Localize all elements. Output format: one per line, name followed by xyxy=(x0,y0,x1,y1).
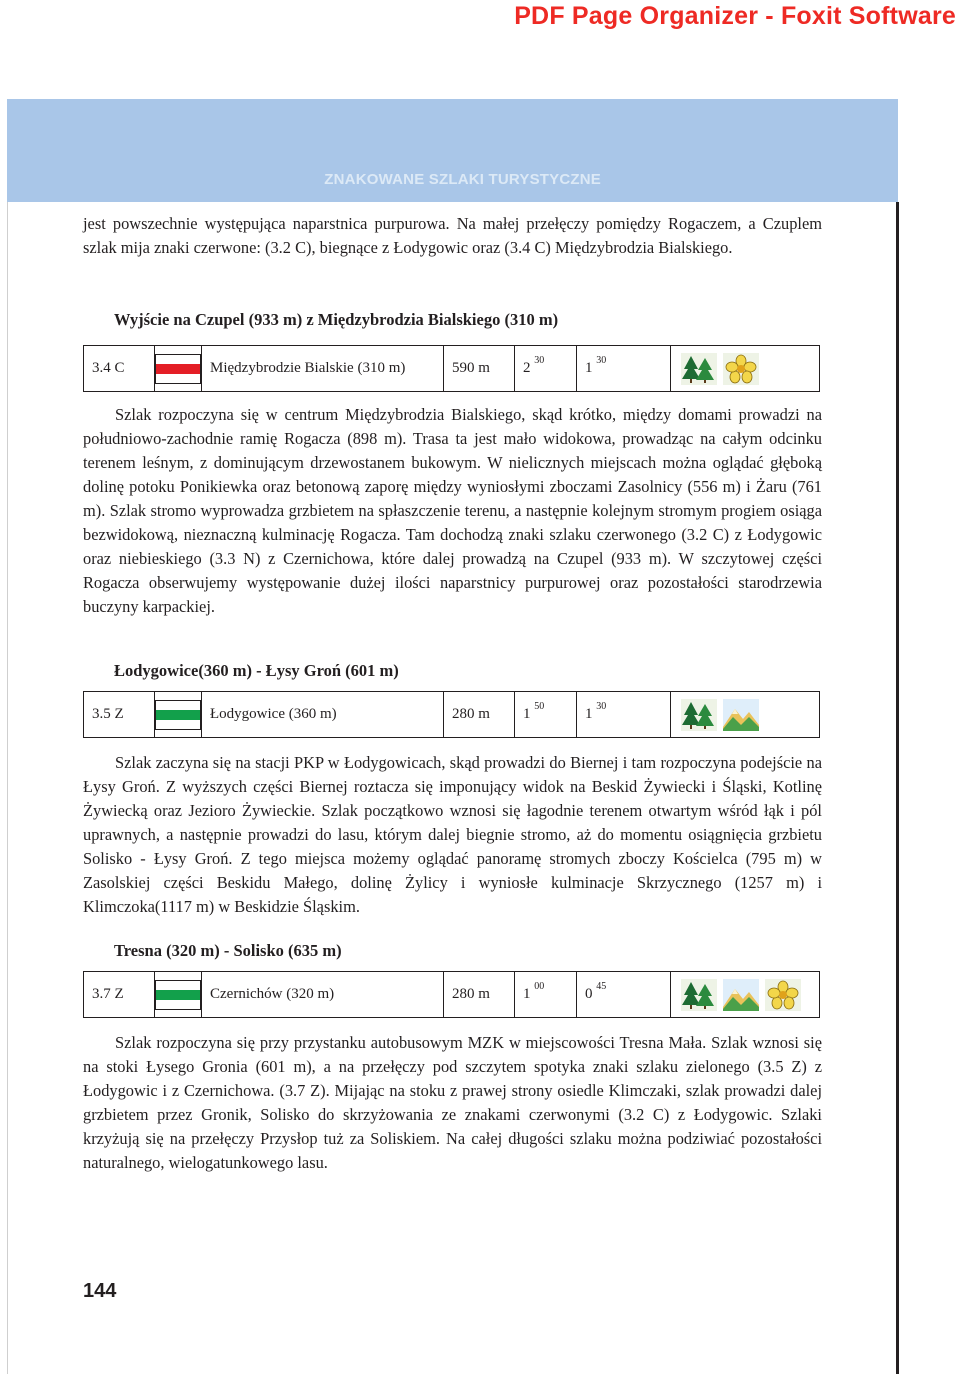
running-header-title: ZNAKOWANE SZLAKI TURYSTYCZNE xyxy=(324,171,601,188)
forest-icon xyxy=(681,699,717,731)
trail-time-up xyxy=(515,972,577,1018)
time-down-minutes: 45 xyxy=(596,981,607,992)
time-down-minutes: 30 xyxy=(596,701,607,712)
trail-row xyxy=(84,972,820,1018)
trail-marker xyxy=(155,700,201,730)
trail-row xyxy=(84,692,820,738)
trail-start: Międzybrodzie Bialskie (310 m) xyxy=(202,346,444,392)
trail-elevation: 280 m xyxy=(444,972,515,1018)
time-up-minutes: 00 xyxy=(534,981,545,992)
time-up-hours: 1 xyxy=(523,986,531,1002)
trail-start: Czernichów (320 m) xyxy=(202,972,444,1018)
section-heading: Łodygowice(360 m) - Łysy Groń (601 m) xyxy=(114,661,399,680)
trail-marker xyxy=(155,354,201,384)
trail-start: Łodygowice (360 m) xyxy=(202,692,444,738)
trail-time-down xyxy=(577,692,671,738)
trail-icons xyxy=(671,692,820,738)
trail-elevation: 280 m xyxy=(444,692,515,738)
section-description: Szlak rozpoczyna się przy przystanku autobusowym MZK w miejscowości Tresna Mała. Szlak wznosi się na stoki Łysego Gronia (601 m), a na przełęczy pod szczytem spotyka znaki szlaku zielonego (3.5 Z) z Łodygowic i z Czernichowa. (3.7 Z). Mijając na stoku z prawej strony osiedle Klimczaki, szlak prowadzi dalej grzbietem przez Gronik, Solisko do skrzyżowania ze znakami czerwonymi (3.2 C) z Łodygowic. Szlaki krzyżują się na przełęczy Przysłop tuż za Soliskiem. Na całej długości szlaku można podziwiać pozostałości naturalnego, wielogatunkowego lasu. xyxy=(83,1033,822,1172)
trail-code: 3.7 Z xyxy=(84,972,155,1018)
flower-icon xyxy=(765,979,801,1011)
section-description: Szlak zaczyna się na stacji PKP w Łodygowicach, skąd prowadzi do Biernej i tam rozpoczyna podejście na Łysy Groń. Z wyższych części Biernej roztacza się imponujący widok na Beskid Żywiecki i Śląski, Kotlinę Żywiecką oraz Jezioro Żywieckie. Szlak początkowo wznosi się łagodnie terenem otwartym wśród łąk i pól uprawnych, a następnie prowadzi do lasu, którym dalej biegnie stromo, aż do momentu osiągnięcia grzbietu Solisko - Łysy Groń. Z tego miejsca możemy oglądać panoramę stromych zboczy Kościelca (795 m) w Zasolskiej części Beskidu Małego, dolinę Żylicy i wyniosłe kulminacje Skrzycznego (1257 m) i Klimczoka(1117 m) w Beskidzie Śląskim. xyxy=(83,753,822,916)
section-heading: Tresna (320 m) - Solisko (635 m) xyxy=(114,941,342,960)
time-up-hours: 2 xyxy=(523,360,531,376)
trail-sign-cell xyxy=(155,692,202,738)
forest-icon xyxy=(681,979,717,1011)
page-number: 144 xyxy=(83,1280,117,1302)
forest-icon xyxy=(681,353,717,385)
trail-marker xyxy=(155,980,201,1010)
trail-icons xyxy=(671,346,820,392)
section-description: Szlak rozpoczyna się w centrum Międzybrodzia Bialskiego, skąd krótko, między domami prowadzi na południowo-zachodnie ramię Rogacza (898 m). Trasa ta jest mało widokowa, prowadząc na całym odcinku terenem leśnym, z dominującym drzewostanem bukowym. W nielicznych miejscach można oglądać głęboką dolinę potoku Ponikiewka oraz betonową zaporę między wyniosłymi zboczami Zasolnicy (556 m) i Żaru (761 m). Szlak stromo wyprowadza grzbietem na spłaszczenie terenu, a następnie kolejnym stromym progiem osiąga bezwidokową, nieznaczną kulminację Rogacza. Tam dochodzą znaki szlaku czerwonego (3.2 C) z Łodygowic oraz niebieskiego (3.3 N) z Czernichowa, które dalej prowadzą na Czupel (933 m). W szczytowej części Rogacza obserwujemy występowanie dużej ilości naparstnicy purpurowej oraz pozostałości starodrzewia buczyny karpackiej. xyxy=(83,405,822,616)
trail-table xyxy=(83,971,820,1018)
trail-row xyxy=(84,346,820,392)
page-frame-left xyxy=(7,202,8,1374)
trail-elevation: 590 m xyxy=(444,346,515,392)
mountains-icon xyxy=(723,699,759,731)
trail-color-stripe xyxy=(156,364,200,374)
trail-table xyxy=(83,345,820,392)
trail-icons xyxy=(671,972,820,1018)
time-up-hours: 1 xyxy=(523,706,531,722)
flower-icon xyxy=(723,353,759,385)
watermark-title: PDF Page Organizer - Foxit Software xyxy=(514,2,956,30)
time-down-hours: 0 xyxy=(585,986,593,1002)
intro-paragraph: jest powszechnie występująca naparstnica purpurowa. Na małej przełęczy pomiędzy Rogaczem, a Czuplem szlak mija znaki czerwone: (3.2 C), biegnące z Łodygowic oraz (3.4 C) Międzybrodzia Bialskiego. xyxy=(83,214,822,257)
section-heading: Wyjście na Czupel (933 m) z Międzybrodzia Bialskiego (310 m) xyxy=(114,310,559,329)
trail-time-down xyxy=(577,972,671,1018)
trail-time-down xyxy=(577,346,671,392)
trail-sign-cell xyxy=(155,972,202,1018)
trail-table xyxy=(83,691,820,738)
trail-color-stripe xyxy=(156,990,200,1000)
trail-sign-cell xyxy=(155,346,202,392)
trail-code: 3.5 Z xyxy=(84,692,155,738)
trail-code: 3.4 C xyxy=(84,346,155,392)
trail-time-up xyxy=(515,692,577,738)
running-header xyxy=(7,99,898,202)
time-down-hours: 1 xyxy=(585,360,593,376)
time-down-minutes: 30 xyxy=(596,355,607,366)
time-down-hours: 1 xyxy=(585,706,593,722)
trail-color-stripe xyxy=(156,710,200,720)
mountains-icon xyxy=(723,979,759,1011)
time-up-minutes: 50 xyxy=(534,701,545,712)
trail-time-up xyxy=(515,346,577,392)
time-up-minutes: 30 xyxy=(534,355,545,366)
page-frame-right xyxy=(896,202,899,1374)
